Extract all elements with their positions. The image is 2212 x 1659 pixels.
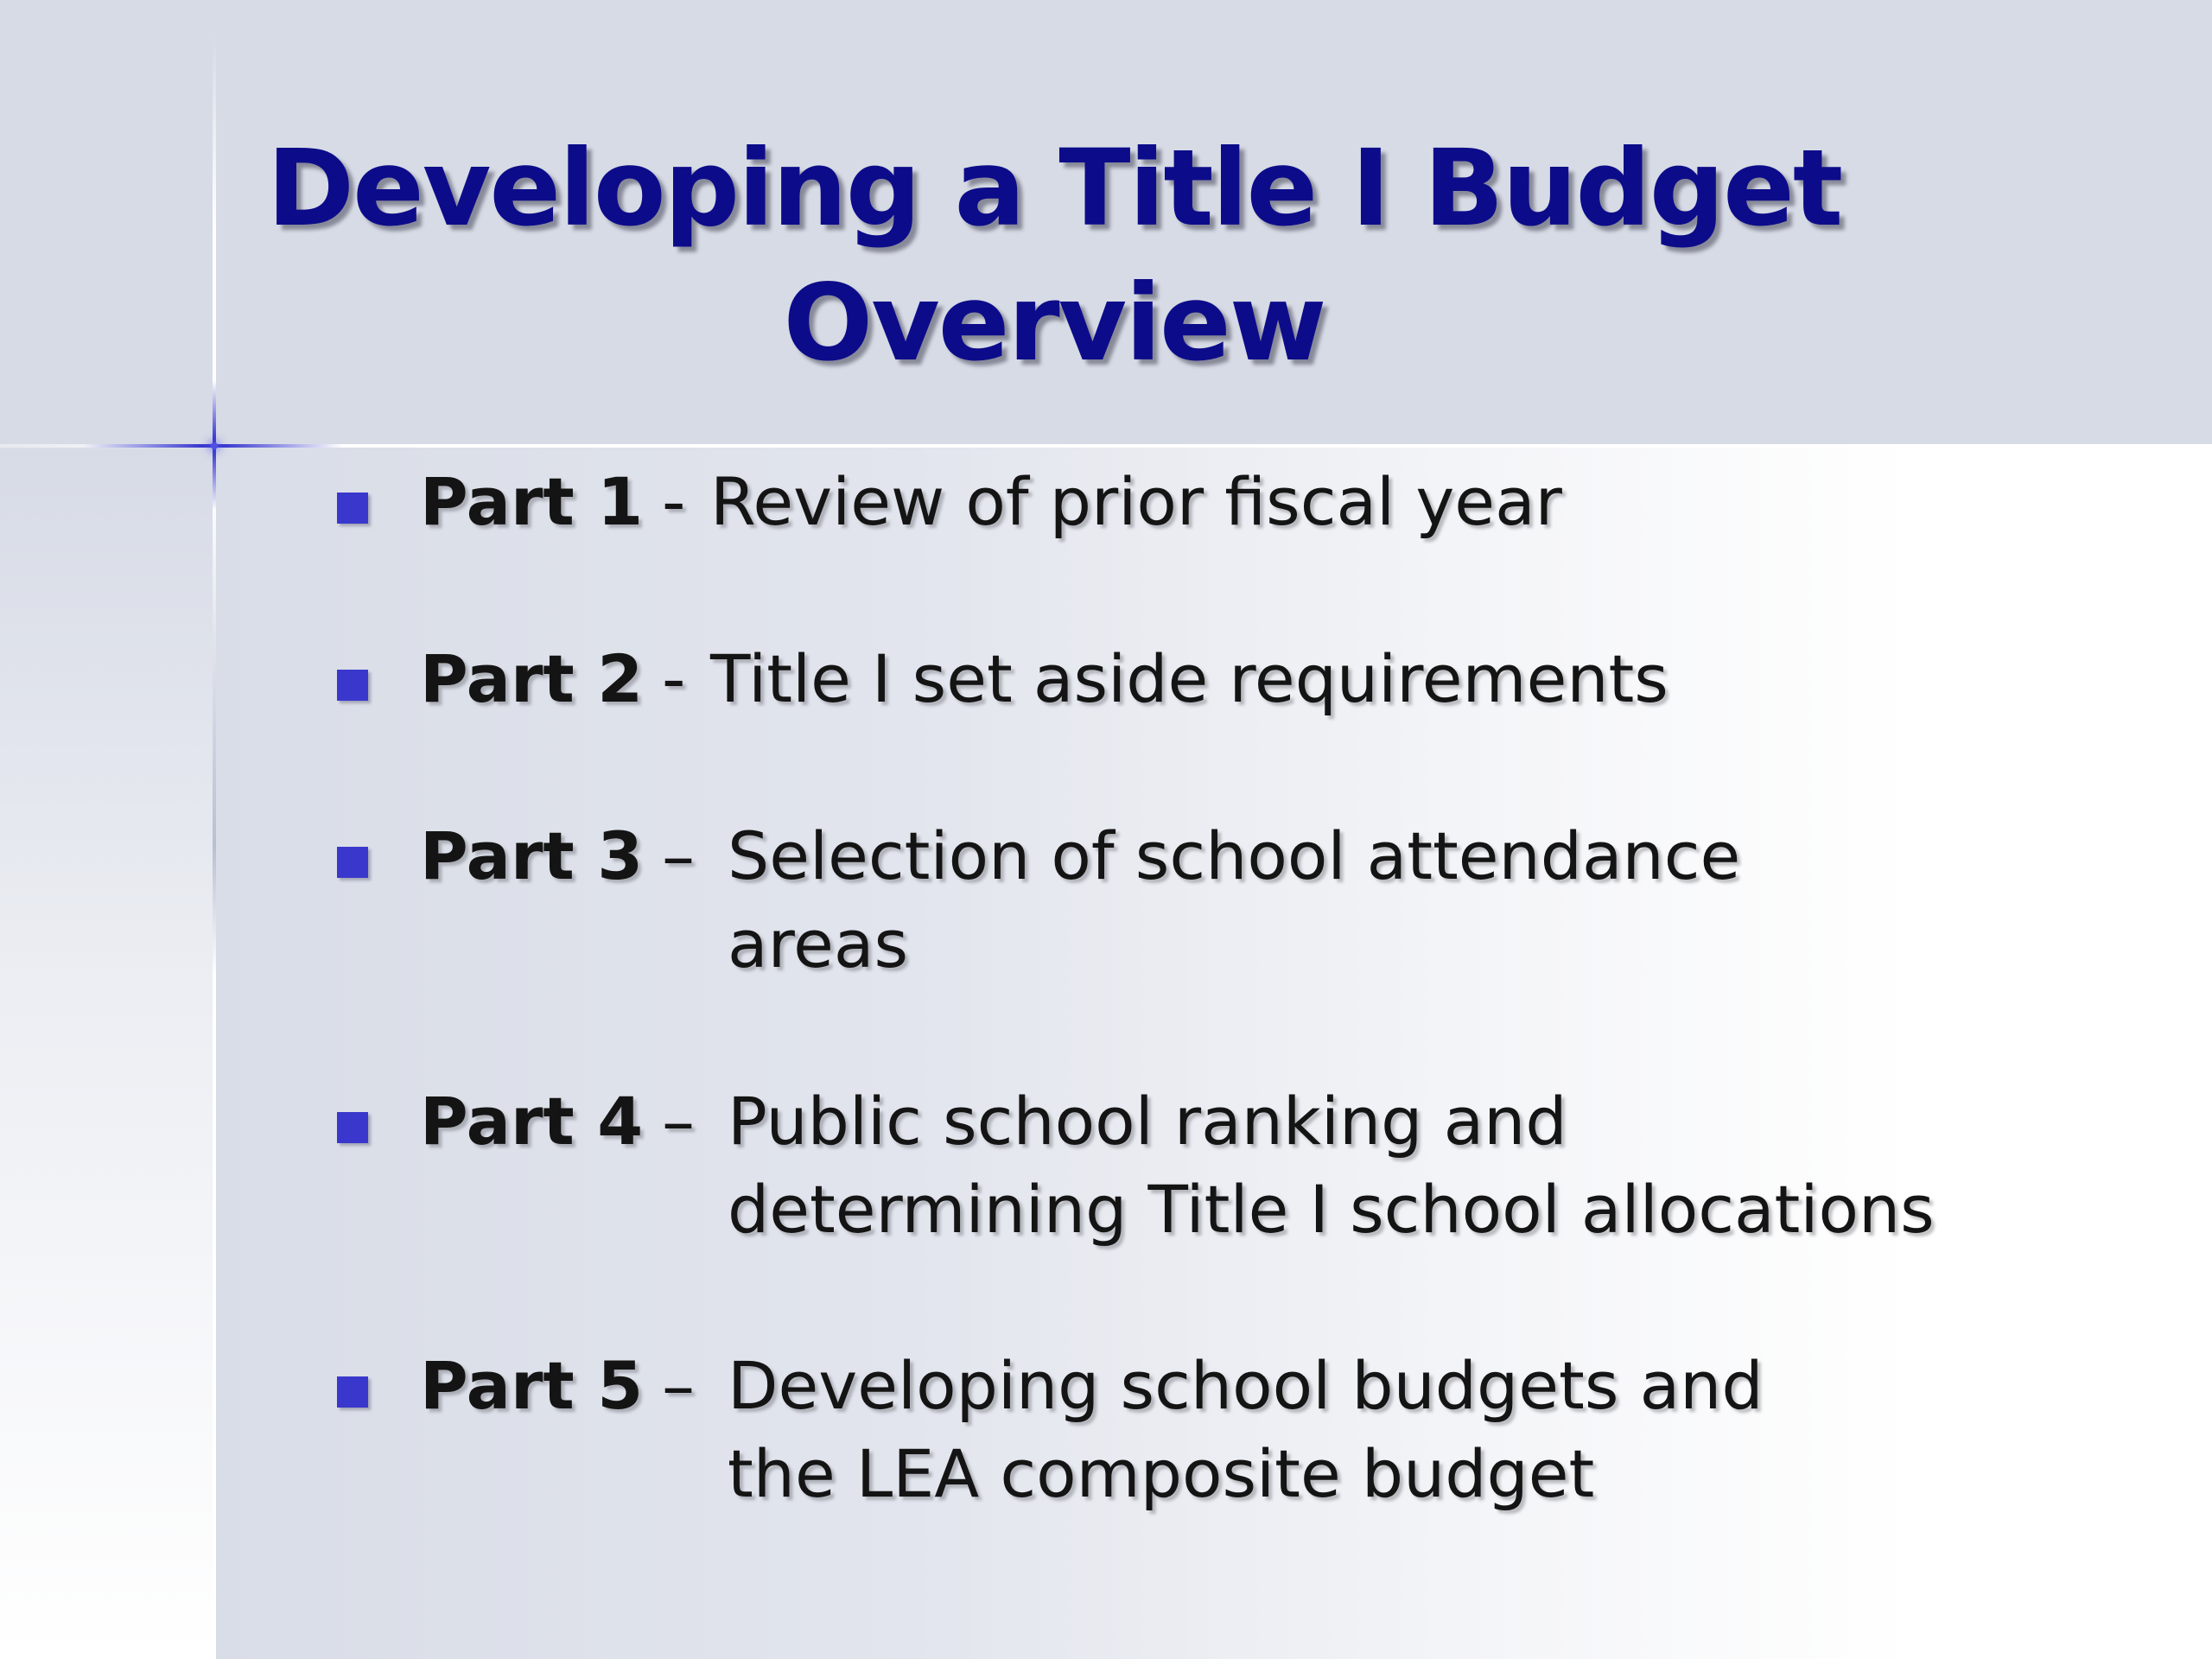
- bullet-description: [728, 1342, 1764, 1518]
- bullet-separator: –: [662, 1347, 695, 1424]
- square-bullet-icon: [337, 1112, 368, 1143]
- slide-title-line-1: Developing a Title I Budget: [266, 127, 1842, 250]
- bullet-part-label: Part 2: [420, 640, 644, 717]
- square-bullet-icon: [337, 847, 368, 878]
- bullet-description: [710, 635, 1669, 723]
- bullet-part-label: Part 3: [420, 817, 644, 894]
- square-bullet-icon: [337, 493, 368, 524]
- bullet-description-line: areas: [728, 906, 909, 982]
- bullet-part-label: Part 1: [420, 463, 644, 540]
- bullet-description-line: Review of prior fiscal year: [710, 463, 1562, 540]
- square-bullet-icon: [337, 1376, 368, 1408]
- bullet-description-line: Selection of school attendance: [728, 817, 1741, 894]
- bullet-description-line: determining Title I school allocations: [728, 1171, 1935, 1248]
- square-bullet-icon: [337, 670, 368, 701]
- bullet-description: [728, 812, 1740, 988]
- bullet-separator: -: [662, 463, 686, 540]
- bullet-description-line: Title I set aside requirements: [710, 640, 1669, 717]
- bullet-description-line: Developing school budgets and: [728, 1347, 1764, 1424]
- bullet-description: [710, 458, 1562, 546]
- bullet-separator: -: [662, 640, 686, 717]
- bullet-description-line: the LEA composite budget: [728, 1435, 1595, 1512]
- bullet-part-label: Part 4: [420, 1083, 644, 1160]
- bullet-separator: –: [662, 817, 695, 894]
- bullet-separator: –: [662, 1083, 695, 1160]
- bullet-description: [728, 1077, 1935, 1254]
- bullet-part-label: Part 5: [420, 1347, 644, 1424]
- slide-title-line-2: Overview: [783, 262, 1325, 385]
- bullet-description-line: Public school ranking and: [728, 1083, 1567, 1160]
